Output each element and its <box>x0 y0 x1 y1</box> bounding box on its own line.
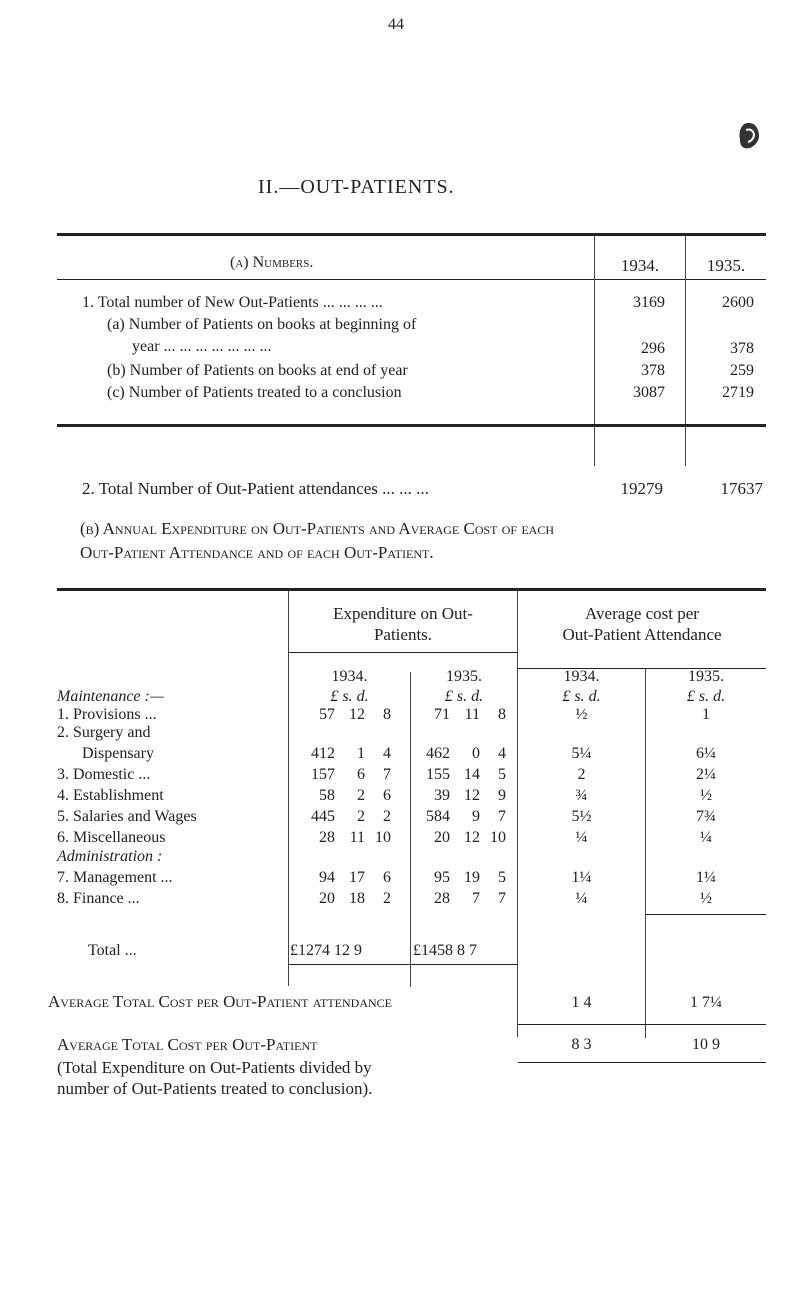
cell-shillings: 7 <box>472 890 480 907</box>
cell-pounds: 155 <box>426 766 450 783</box>
table-b-year: 1934. <box>563 668 600 685</box>
cell-shillings: 12 <box>349 706 365 723</box>
cell-pounds: 94 <box>319 869 335 886</box>
section-b-heading-line2: Out-Patient Attendance and of each Out-Patient. <box>80 543 434 562</box>
expense-row-label: Dispensary <box>82 745 154 762</box>
page-number: 44 <box>388 16 404 33</box>
total-1935: £1458 8 7 <box>413 942 477 959</box>
table-a-value: 259 <box>730 362 754 379</box>
expense-row-label: 8. Finance ... <box>57 890 140 907</box>
cell-average: ¼ <box>575 829 588 846</box>
cell-shillings: 17 <box>349 869 365 886</box>
cell-shillings: 2 <box>357 808 365 825</box>
table-b-head-expenditure: Patients. <box>373 625 433 644</box>
cell-average: 2 <box>577 766 586 783</box>
lsd-header: £ s. d. <box>444 688 484 705</box>
table-a-top-rule <box>57 233 766 236</box>
expense-row-label: 6. Miscellaneous <box>57 829 166 846</box>
avg-attendance-1935: 1 7¼ <box>690 994 722 1011</box>
cell-pounds: 445 <box>311 808 335 825</box>
cell-average: 2¼ <box>696 766 716 783</box>
cell-pounds: 584 <box>426 808 450 825</box>
lsd-header: £ s. d. <box>330 688 369 705</box>
cell-pounds: 462 <box>426 745 450 762</box>
table-a-value: 378 <box>730 340 754 357</box>
cell-average: ¼ <box>575 890 588 907</box>
avg-patient-note: number of Out-Patients treated to conclusion). <box>57 1079 373 1098</box>
table-b-head-rule <box>289 652 518 653</box>
cell-pounds: 28 <box>319 829 335 846</box>
cell-shillings: 18 <box>349 890 365 907</box>
table-b-divider <box>410 672 411 987</box>
cell-pounds: 157 <box>311 766 335 783</box>
table-b-rule <box>646 914 766 915</box>
table-a-heading: (a) Numbers. <box>230 254 314 271</box>
cell-pence: 10 <box>375 829 391 846</box>
cell-shillings: 6 <box>357 766 365 783</box>
cell-pounds: 20 <box>434 829 450 846</box>
avg-patient-1935: 10 9 <box>692 1036 720 1053</box>
cell-pence: 7 <box>383 766 391 783</box>
expense-row-label: 2. Surgery and <box>57 724 151 741</box>
cell-average: ¼ <box>700 829 712 846</box>
cell-average: 1¼ <box>571 869 592 886</box>
cell-average: 1¼ <box>696 869 716 886</box>
cell-pounds: 412 <box>311 745 335 762</box>
table-a-row-label: (a) Number of Patients on books at beginning of <box>107 316 417 333</box>
administration-heading: Administration : <box>57 848 163 865</box>
cell-shillings: 19 <box>464 869 480 886</box>
library-stamp-mark <box>736 120 762 152</box>
expense-row-label: 4. Establishment <box>57 787 164 804</box>
avg-patient-note: (Total Expenditure on Out-Patients divided by <box>57 1058 372 1077</box>
expense-row-label: 3. Domestic ... <box>57 766 151 783</box>
table-a-value: 2600 <box>722 294 754 311</box>
cell-shillings: 11 <box>464 706 480 723</box>
table-b-year: 1935. <box>688 668 724 685</box>
total-1934: £1274 12 9 <box>290 942 362 959</box>
table-a-col-1934: 1934. <box>620 256 660 275</box>
cell-average: ½ <box>700 787 712 804</box>
cell-pence: 5 <box>498 869 506 886</box>
cell-shillings: 11 <box>349 829 365 846</box>
attendances-label: 2. Total Number of Out-Patient attendances ... ... ... <box>82 479 429 498</box>
lsd-header: £ s. d. <box>562 688 601 705</box>
table-b-head-average: Out-Patient Attendance <box>562 625 722 644</box>
cell-pounds: 20 <box>319 890 335 907</box>
cell-average: 6¼ <box>696 745 716 762</box>
cell-pence: 8 <box>383 706 391 723</box>
table-a-value: 296 <box>641 340 665 357</box>
cell-shillings: 12 <box>464 787 480 804</box>
cell-pence: 5 <box>498 766 506 783</box>
cell-pence: 6 <box>383 787 391 804</box>
cell-average: 1 <box>702 706 710 723</box>
cell-average: ½ <box>700 890 712 907</box>
table-a-value: 378 <box>641 362 665 379</box>
page-title: II.—OUT-PATIENTS. <box>258 176 455 198</box>
avg-patient-label: Average Total Cost per Out-Patient <box>57 1035 318 1054</box>
cell-average: 5½ <box>571 808 592 825</box>
cell-pounds: 39 <box>434 787 450 804</box>
table-a-value: 3087 <box>633 384 665 401</box>
table-b-year: 1935. <box>446 668 482 685</box>
cell-shillings: 2 <box>357 787 365 804</box>
maintenance-heading: Maintenance :— <box>57 688 165 705</box>
table-a-row-label: year ... ... ... ... ... ... ... <box>132 338 272 355</box>
cell-pounds: 58 <box>319 787 335 804</box>
table-b-divider <box>288 591 289 986</box>
cell-average: 5¼ <box>571 745 592 762</box>
table-a-row-label: (c) Number of Patients treated to a conclusion <box>107 384 402 401</box>
table-b-rule <box>518 1024 766 1025</box>
table-a-bottom-rule <box>57 424 766 427</box>
cell-pence: 7 <box>498 808 506 825</box>
table-a-col-1935: 1935. <box>706 256 746 275</box>
cell-shillings: 12 <box>464 829 480 846</box>
table-a-row-label: (b) Number of Patients on books at end of year <box>107 362 408 379</box>
table-b-top-rule <box>57 588 766 591</box>
table-a-value: 3169 <box>633 294 665 311</box>
attendances-1934: 19279 <box>620 479 663 498</box>
cell-average: 7¾ <box>696 808 716 825</box>
section-b-heading-line1: (b) Annual Expenditure on Out-Patients and Average Cost of each <box>80 519 555 538</box>
cell-pence: 4 <box>383 745 391 762</box>
cell-pence: 6 <box>383 869 391 886</box>
cell-pence: 7 <box>498 890 506 907</box>
cell-pounds: 57 <box>319 706 335 723</box>
table-b-rule <box>289 964 518 965</box>
table-b-head-average: Average cost per <box>585 604 699 623</box>
table-b-head-expenditure: Expenditure on Out- <box>333 604 473 623</box>
avg-attendance-label: Average Total Cost per Out-Patient attendance <box>48 992 393 1011</box>
avg-attendance-1934: 1 4 <box>571 994 592 1011</box>
expense-row-label: 5. Salaries and Wages <box>57 808 197 825</box>
cell-pence: 10 <box>490 829 506 846</box>
table-a-header-rule <box>57 279 766 280</box>
table-a-row-label: 1. Total number of New Out-Patients ... ... ... ... <box>82 294 383 311</box>
cell-pounds: 95 <box>434 869 450 886</box>
cell-pence: 2 <box>383 808 391 825</box>
cell-pounds: 28 <box>434 890 450 907</box>
avg-patient-1934: 8 3 <box>571 1036 592 1053</box>
cell-pence: 2 <box>383 890 391 907</box>
table-a-value: 2719 <box>722 384 754 401</box>
cell-average: ½ <box>575 706 588 723</box>
cell-shillings: 14 <box>464 766 480 783</box>
cell-pounds: 71 <box>434 706 450 723</box>
cell-shillings: 9 <box>472 808 480 825</box>
total-label: Total ... <box>88 942 137 959</box>
expense-row-label: 1. Provisions ... <box>57 706 157 723</box>
cell-pence: 4 <box>498 745 506 762</box>
expense-row-label: 7. Management ... <box>57 869 173 886</box>
table-b-year: 1934. <box>331 668 368 685</box>
cell-pence: 9 <box>498 787 506 804</box>
table-b-rule <box>518 1062 766 1063</box>
lsd-header: £ s. d. <box>686 688 726 705</box>
attendances-1935: 17637 <box>720 479 763 498</box>
cell-shillings: 0 <box>472 745 480 762</box>
cell-pence: 8 <box>498 706 506 723</box>
cell-shillings: 1 <box>357 745 365 762</box>
cell-average: ¾ <box>575 787 588 804</box>
